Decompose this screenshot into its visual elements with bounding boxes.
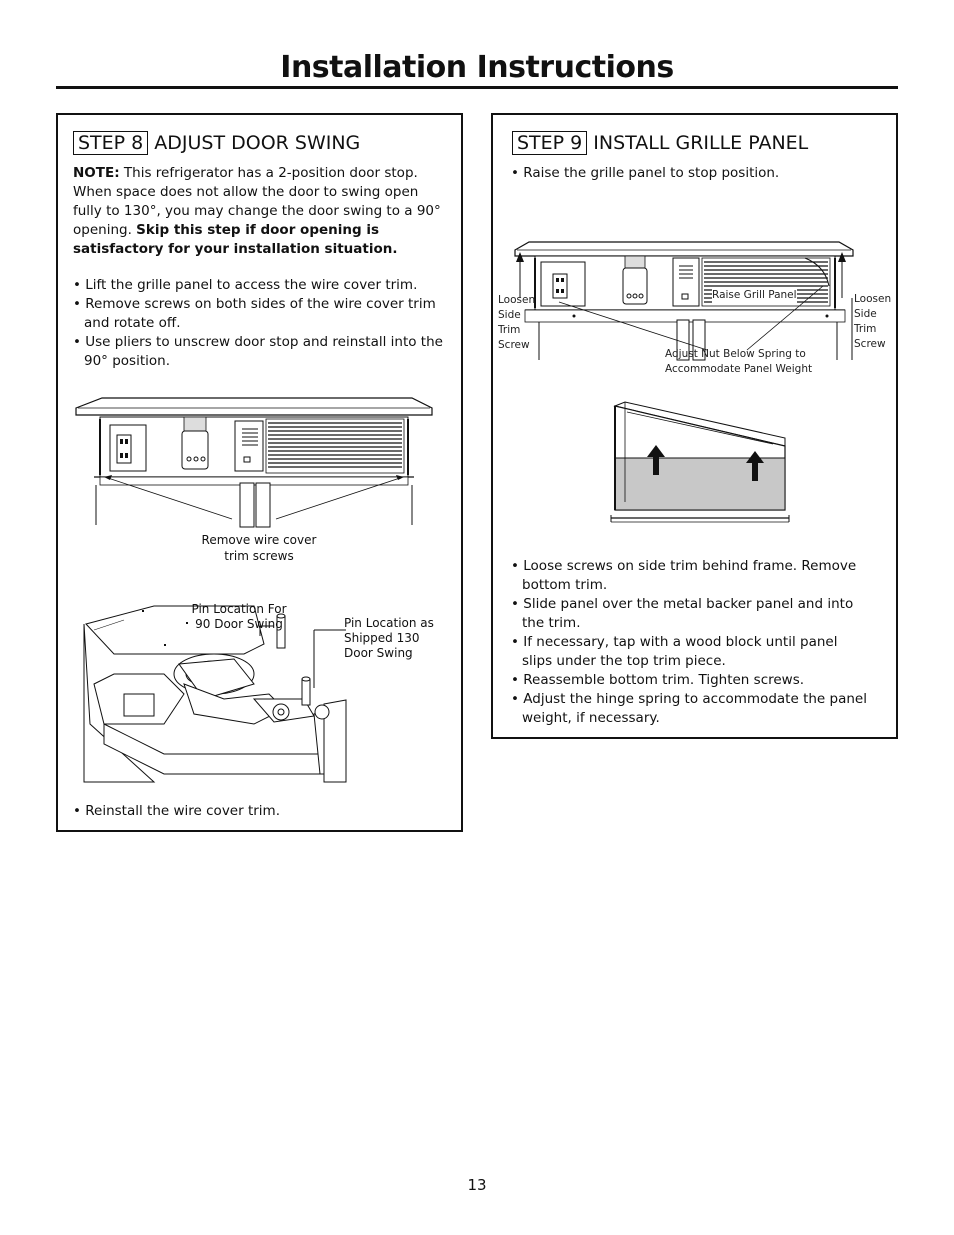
list-item: • Reassemble bottom trim. Tighten screws.	[511, 671, 871, 690]
list-item: • Raise the grille panel to stop position.	[511, 164, 881, 183]
pin-130-label: Pin Location as Shipped 130 Door Swing	[344, 616, 434, 660]
step9-intro	[511, 164, 881, 183]
list-item: • Slide panel over the metal backer panel and into the trim.	[511, 595, 871, 633]
step8-final	[73, 802, 443, 821]
adjust-nut-label: Adjust Nut Below Spring to Accommodate Panel Weight	[665, 348, 813, 375]
step8-title: ADJUST DOOR SWING	[154, 132, 361, 154]
loosen-right-label: Loosen Side Trim Screw	[854, 293, 892, 350]
note-text: This refrigerator has a 2-position door stop. When space does not allow the door to swing open fully to 130°, you may change the door swing to a 90° opening.	[73, 165, 441, 238]
step9-heading	[512, 131, 808, 155]
up-arrow-icon	[746, 451, 764, 481]
raise-grill-label: Raise Grill Panel	[712, 289, 797, 301]
list-item: • Loose screws on side trim behind frame. Remove bottom trim.	[511, 557, 871, 595]
list-item: • Adjust the hinge spring to accommodate the panel weight, if necessary.	[511, 690, 871, 728]
up-arrow-icon	[647, 445, 665, 475]
step9-bullets	[511, 557, 871, 728]
grille-unit-illustration	[72, 395, 437, 530]
list-item: • Reinstall the wire cover trim.	[73, 802, 443, 821]
grille-panel-illustration	[605, 398, 795, 528]
loosen-left-label: Loosen Side Trim Screw	[498, 294, 536, 351]
list-item: • If necessary, tap with a wood block until panel slips under the top trim piece.	[511, 633, 871, 671]
note-bold: Skip this step if door opening is satisfactory for your installation situation.	[73, 222, 398, 257]
grille-unit-illustration	[497, 238, 892, 363]
list-item: • Use pliers to unscrew door stop and reinstall into the 90° position.	[73, 333, 443, 371]
title-rule	[56, 86, 898, 89]
page-title: Installation Instructions	[280, 50, 674, 85]
list-item: • Remove screws on both sides of the wire cover trim and rotate off.	[73, 295, 443, 333]
step8-tag: STEP 8	[73, 131, 148, 155]
figure1-caption: Remove wire cover trim screws	[201, 533, 317, 563]
step8-bullets	[73, 276, 443, 371]
step9-tag: STEP 9	[512, 131, 587, 155]
list-item: • Lift the grille panel to access the wire cover trim.	[73, 276, 443, 295]
step9-title: INSTALL GRILLE PANEL	[593, 132, 809, 154]
pin-90-label: Pin Location For 90 Door Swing	[191, 602, 287, 631]
step8-heading	[73, 131, 360, 155]
page-number: 13	[467, 1176, 487, 1194]
step8-note	[73, 164, 445, 259]
note-label: NOTE:	[73, 165, 120, 181]
